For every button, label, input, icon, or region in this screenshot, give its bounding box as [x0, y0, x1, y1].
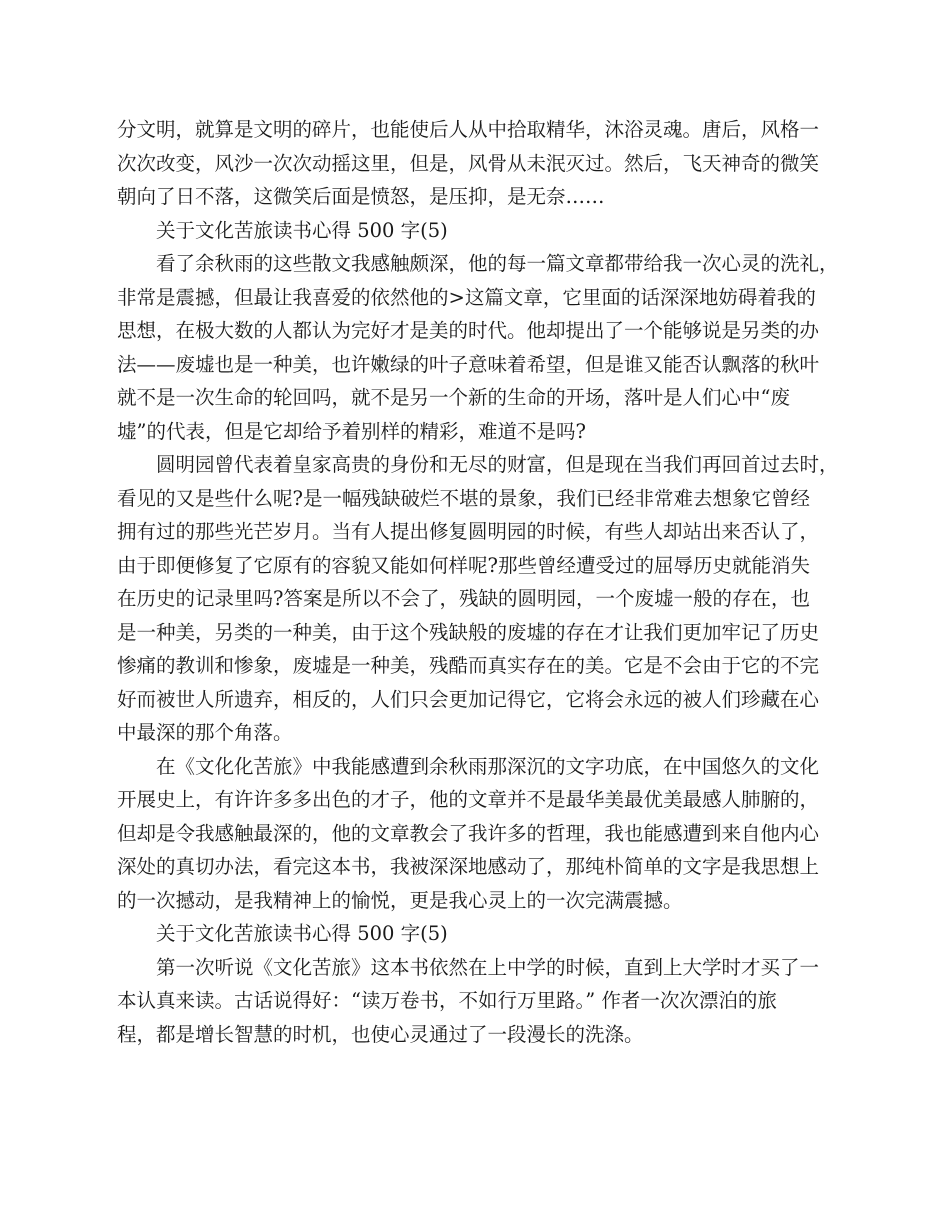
text-line: 分文明，就算是文明的碎片，也能使后人从中拾取精华，沐浴灵魂。唐后，风格一: [117, 118, 820, 141]
text-line: 墟”的代表，但是它却给予着别样的精彩，难道不是吗?: [117, 419, 586, 443]
text-line: 在历史的记录里吗?答案是所以不会了，残缺的圆明园，一个废墟一般的存在，也: [117, 587, 810, 610]
text-line: 但却是令我感触最深的，他的文章教会了我许多的哲理，我也能感遭到来自他内心: [117, 821, 820, 845]
text-line: 思想，在极大数的人都认为完好才是美的时代。他却提出了一个能够说是另类的办: [117, 319, 820, 342]
text-line: 拥有过的那些光芒岁月。当有人提出修复圆明园的时候，有些人却站出来否认了，: [117, 520, 820, 543]
text-line: 圆明园曾代表着皇家高贵的身份和无尽的财富，但是现在当我们再回首过去时，: [156, 453, 839, 476]
text-line: 就不是一次生命的轮回吗，就不是另一个新的生命的开场，落叶是人们心中“废: [117, 386, 790, 409]
text-line: 非常是震撼，但最让我喜爱的依然他的>这篇文章，它里面的话深深地妨碍着我的: [117, 285, 816, 309]
text-line: 次次改变，风沙一次次动摇这里，但是，风骨从未泯灭过。然后，飞天神奇的微笑: [117, 151, 820, 175]
text-line: 第一次听说《文化苦旅》这本书依然在上中学的时候，直到上大学时才买了一: [156, 955, 820, 979]
text-line: 中最深的那个角落。: [117, 721, 293, 744]
text-line: 关于文化苦旅读书心得 500 字(5): [156, 922, 448, 945]
text-line: 深处的真切办法，看完这本书，我被深深地感动了，那纯朴简单的文字是我思想上: [117, 855, 820, 878]
text-line: 朝向了日不落，这微笑后面是愤怒，是压抑，是无奈……: [117, 185, 605, 208]
text-line: 是一种美，另类的一种美，由于这个残缺般的废墟的存在才让我们更加牢记了历史: [117, 620, 820, 644]
text-line: 开展史上，有许许多多出色的才子，他的文章并不是最华美最优美最感人肺腑的，: [117, 788, 820, 811]
text-line: 本认真来读。古话说得好：“读万卷书，不如行万里路。” 作者一次次漂泊的旅: [117, 989, 777, 1012]
text-line: 法——废墟也是一种美，也许嫩绿的叶子意味着希望，但是谁又能否认飘落的秋叶: [117, 352, 820, 376]
text-line: 看见的又是些什么呢?是一幅残缺破烂不堪的景象，我们已经非常难去想象它曾经: [117, 486, 810, 510]
text-line: 由于即便修复了它原有的容貌又能如何样呢?那些曾经遭受过的屈辱历史就能消失: [117, 553, 810, 577]
text-line: 程，都是增长智慧的时机，也使心灵通过了一段漫长的洗涤。: [117, 1022, 644, 1046]
text-line: 好而被世人所遗弃，相反的，人们只会更加记得它，它将会永远的被人们珍藏在心: [117, 687, 820, 711]
text-line: 在《文化化苦旅》中我能感遭到余秋雨那深沉的文字功底，在中国悠久的文化: [156, 754, 820, 778]
document-body: [117, 113, 837, 1051]
text-line: 关于文化苦旅读书心得 500 字(5): [156, 218, 448, 242]
text-line: 的一次撼动，是我精神上的愉悦，更是我心灵上的一次完满震撼。: [117, 888, 683, 912]
text-line: 看了余秋雨的这些散文我感触颇深，他的每一篇文章都带给我一次心灵的洗礼，: [156, 252, 839, 275]
text-line: 惨痛的教训和惨象，废墟是一种美，残酷而真实存在的美。它是不会由于它的不完: [117, 654, 820, 677]
